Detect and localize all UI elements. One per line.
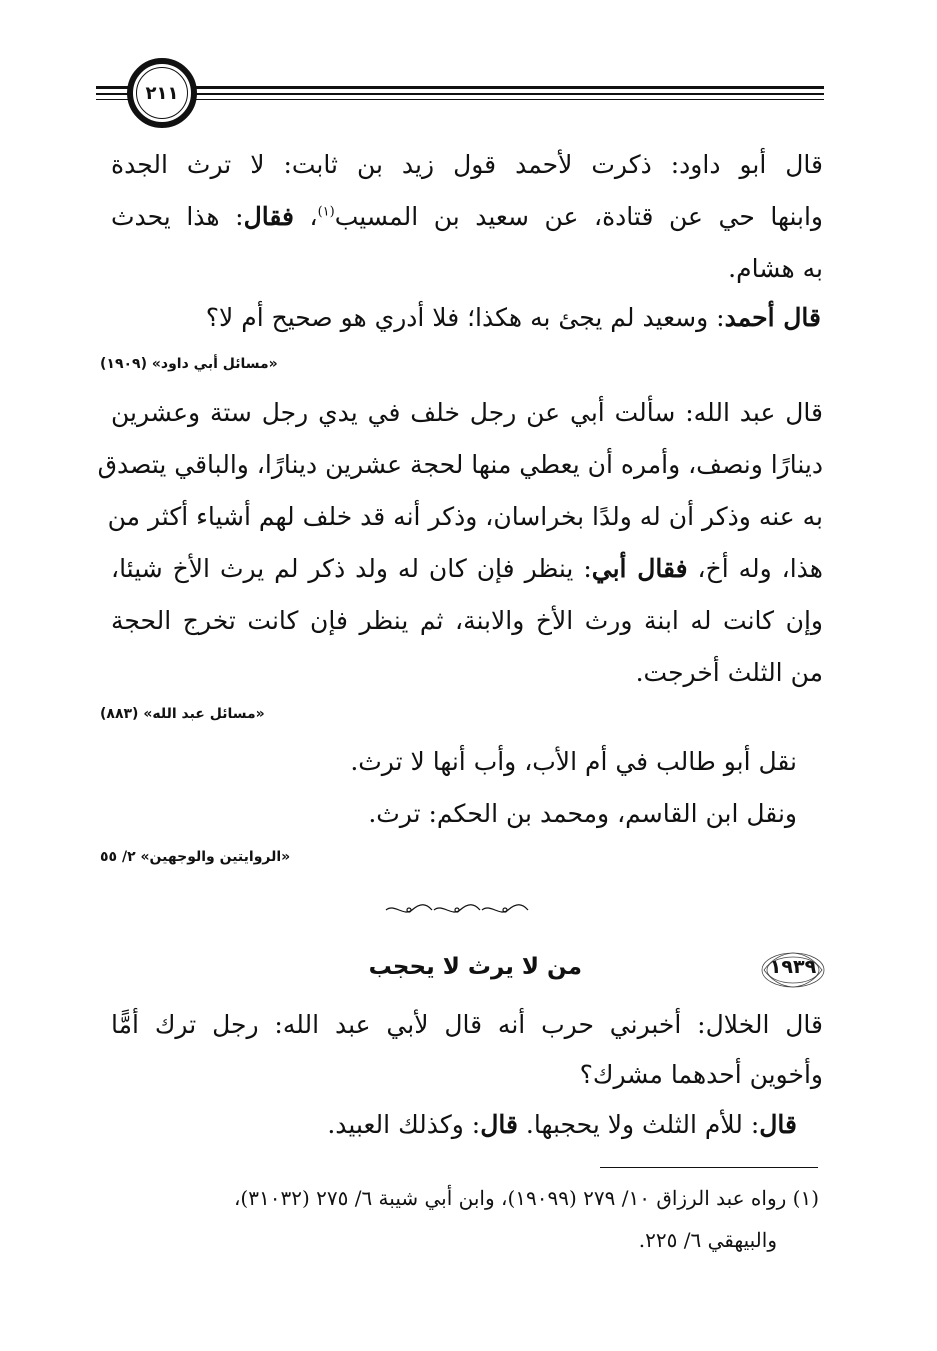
source-citation: «مسائل عبد الله» (٨٨٣)	[100, 706, 265, 722]
footnote-rule	[600, 1167, 818, 1168]
text-span: : وسعيد لم يجئ به هكذا؛ فلا أدري هو صحيح أم لا؟	[205, 303, 725, 332]
text-span: وابنها حي عن قتادة، عن سعيد بن المسيب	[334, 202, 824, 231]
footnote-marker: (١)	[317, 204, 335, 220]
speaker-label: فقال	[243, 202, 294, 231]
source-citation: «الروايتين والوجهين» ٢/ ٥٥	[100, 849, 291, 865]
text-span: : هذا يحدث	[111, 202, 244, 231]
paragraph-line: من الثلث أخرجت.	[635, 658, 823, 687]
text-span: : ينظر فإن كان له ولد ذكر لم يرث الأخ شيئا،	[111, 554, 592, 583]
speaker-label: قال	[480, 1110, 518, 1139]
text-span: : للأم الثلث ولا يحجبها.	[517, 1110, 760, 1139]
section-title: من لا يرث لا يحجب	[368, 954, 582, 980]
text-span: : وكذلك العبيد.	[327, 1110, 481, 1139]
page-number-badge	[127, 58, 197, 128]
paragraph-line: قال عبد الله: سألت أبي عن رجل خلف في يدي رجل ستة وعشرين	[111, 398, 823, 427]
paragraph-line: قال الخلال: أخبرني حرب أنه قال لأبي عبد الله: رجل ترك أمًّا	[111, 1010, 823, 1039]
footnote-line: (١) رواه عبد الرزاق ١٠/ ٢٧٩ (١٩٠٩٩)، وابن أبي شيبة ٦/ ٢٧٥ (٣١٠٣٢)،	[233, 1186, 819, 1210]
paragraph-line: ونقل ابن القاسم، ومحمد بن الحكم: ترث.	[368, 799, 797, 828]
ornament-divider-icon	[384, 902, 530, 918]
paragraph-line: قال أبو داود: ذكرت لأحمد قول زيد بن ثابت: لا ترث الجدة	[111, 150, 823, 179]
paragraph-line	[206, 303, 821, 333]
header-rule	[96, 99, 824, 100]
text-span: ،	[293, 202, 318, 231]
paragraph-line: نقل أبو طالب في أم الأب، وأب أنها لا ترث.	[350, 747, 797, 776]
text-span: هذا، وله أخ،	[687, 554, 823, 583]
speaker-label: قال أحمد	[724, 303, 821, 332]
header-rule	[96, 93, 824, 95]
page-number: ٢١١	[136, 67, 188, 119]
section-number: ١٩٣٩	[769, 956, 817, 978]
header-rule	[96, 86, 824, 89]
footnote-line: والبيهقي ٦/ ٢٢٥.	[638, 1228, 777, 1252]
paragraph-line: وإن كانت له ابنة ورث الأخ والابنة، ثم ينظر فإن كانت تخرج الحجة	[111, 606, 823, 635]
speaker-label: قال	[759, 1110, 797, 1139]
paragraph-line	[111, 202, 823, 232]
source-citation: «مسائل أبي داود» (١٩٠٩)	[100, 356, 278, 372]
paragraph-line: دينارًا ونصف، وأمره أن يعطي منها لحجة عشرين دينارًا، والباقي يتصدق	[97, 450, 823, 479]
paragraph-line	[111, 554, 823, 584]
paragraph-line: به عنه وذكر أن له ولدًا بخراسان، وذكر أنه قد خلف لهم أشياء أكثر من	[107, 502, 823, 531]
paragraph-line: به هشام.	[728, 254, 823, 283]
paragraph-line	[327, 1110, 797, 1140]
speaker-label: فقال أبي	[591, 554, 688, 583]
paragraph-line: وأخوين أحدهما مشرك؟	[579, 1060, 823, 1089]
